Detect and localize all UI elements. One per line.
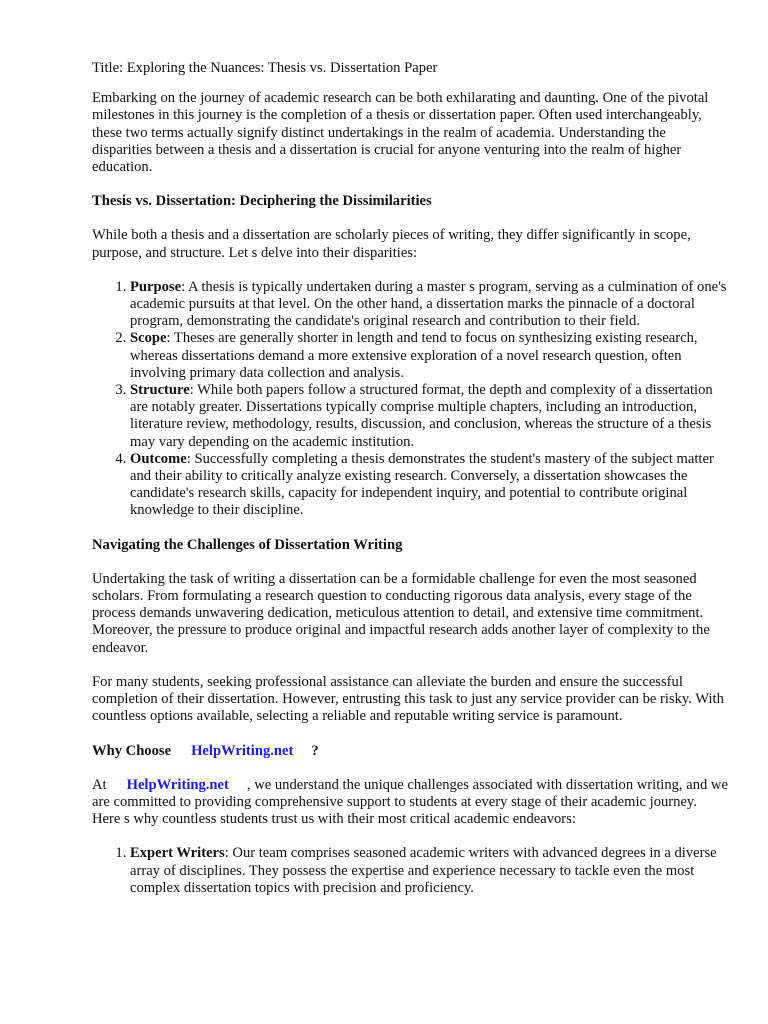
section-heading-why-choose [92, 743, 728, 760]
list-item-text: : While both papers follow a structured format, the depth and complexity of a dissertation are notably greater. Dissertations typically comprise multiple chapters, including an introduction, literature review, methodology, results, discussion, and conclusion, whereas the structure of a thesis may vary depending on the academic institution. [130, 382, 713, 450]
document-title: Title: Exploring the Nuances: Thesis vs. Dissertation Paper [92, 60, 438, 76]
helpwriting-link-body[interactable]: HelpWriting.net [126, 776, 229, 793]
section-heading-challenges: Navigating the Challenges of Dissertation Writing [92, 536, 403, 553]
list-item [130, 330, 728, 382]
helpwriting-link-heading[interactable]: HelpWriting.net [191, 742, 294, 759]
why-choose-suffix: ? [311, 742, 319, 759]
list-item-term: Outcome [130, 450, 187, 467]
list-item-text: : Theses are generally shorter in length and tend to focus on synthesizing existing research, whereas dissertations demand a more extensive exploration of a novel research question, often involving primary data collection and analysis. [130, 330, 698, 381]
differences-list [92, 279, 728, 520]
challenges-paragraph-2: For many students, seeking professional assistance can alleviate the burden and ensure the successful completion of their dissertation. However, entrusting this task to just any service provider can be risky. With countless options available, selecting a reliable and reputable writing service is paramount. [92, 673, 724, 725]
list-item [130, 451, 728, 520]
list-item-term: Purpose [130, 278, 182, 295]
why-choose-paragraph-text: , we understand the unique challenges associated with dissertation writing, and we are committed to providing comprehensive support to students at every stage of their academic journey. Here s why countless students trust us with their most critical academic endeavors: [92, 776, 728, 828]
list-item [130, 279, 728, 331]
list-item-text: : Our team comprises seasoned academic writers with advanced degrees in a diverse array of disciplines. They possess the expertise and experience necessary to tackle even the most complex dissertation topics with precision and proficiency. [130, 845, 717, 896]
challenges-paragraph-1: Undertaking the task of writing a dissertation can be a formidable challenge for even the most seasoned scholars. From formulating a research question to conducting rigorous data analysis, every stage of the process demands unwavering dedication, meticulous attention to detail, and extensive time commitment. Moreover, the pressure to produce original and impactful research adds another layer of complexity to the endeavor. [92, 570, 710, 656]
list-item-text: : A thesis is typically undertaken during a master s program, serving as a culmination of one's academic pursuits at that level. On the other hand, a dissertation marks the pinnacle of a doctoral program, demonstrating the candidate's original research and contribution to their field. [130, 278, 727, 330]
list-item [130, 382, 728, 451]
section-heading-differences: Thesis vs. Dissertation: Deciphering the Dissimilarities [92, 193, 432, 210]
list-item-term: Scope [130, 330, 167, 347]
list-item-term: Structure [130, 382, 190, 399]
why-choose-prefix: Why Choose [92, 742, 172, 759]
why-choose-paragraph-prefix: At [92, 776, 107, 793]
list-item-term: Expert Writers [130, 845, 225, 862]
reasons-list [92, 845, 728, 897]
differences-lead-paragraph: While both a thesis and a dissertation are scholarly pieces of writing, they differ significantly in scope, purpose, and structure. Let s delve into their disparities: [92, 227, 691, 261]
intro-paragraph: Embarking on the journey of academic research can be both exhilarating and daunting. One of the pivotal milestones in this journey is the completion of a thesis or dissertation paper. Often used interchangeably, these two terms actually signify distinct undertakings in the realm of academia. Understanding the disparities between a thesis and a dissertation is crucial for anyone venturing into the realm of higher education. [92, 90, 709, 176]
list-item [130, 845, 728, 897]
why-choose-paragraph [92, 777, 728, 829]
list-item-text: : Successfully completing a thesis demonstrates the student's mastery of the subject matter and their ability to critically analyze existing research. Conversely, a dissertation showcases the candidate's research skills, capacity for independent inquiry, and potential to contribute original knowledge to their discipline. [130, 450, 714, 519]
